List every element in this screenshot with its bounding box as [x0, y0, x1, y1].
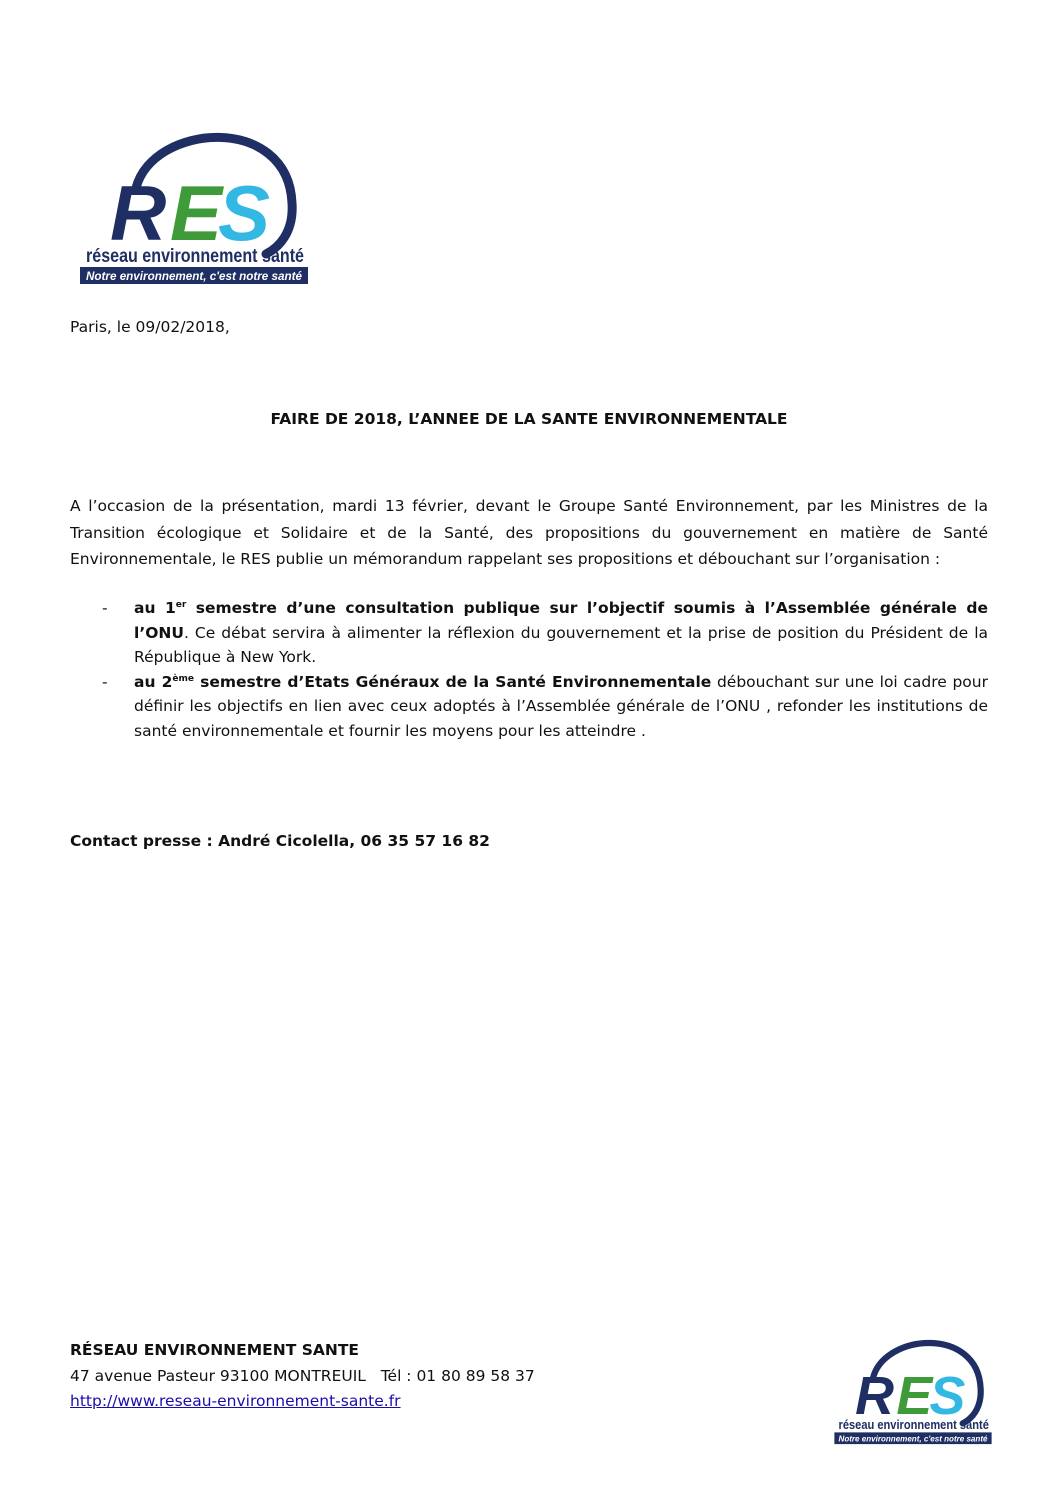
footer-org-name: RÉSEAU ENVIRONNEMENT SANTE: [70, 1341, 359, 1359]
proposal-list: [70, 596, 988, 743]
intro-paragraph: A l’occasion de la présentation, mardi 13 février, devant le Groupe Santé Environnement, par les Ministres de la Transition écologique et Solidaire et de la Santé, des propositions du gouvernement en matière de Santé Environnementale, le RES publie un mémorandum rappelant ses propositions et débouchant sur l’organisation :: [70, 497, 988, 568]
document-title: FAIRE DE 2018, L’ANNEE DE LA SANTE ENVIRONNEMENTALE: [270, 410, 788, 428]
date-line: Paris, le 09/02/2018,: [70, 318, 230, 336]
logo-tagline: Notre environnement, c'est notre santé: [838, 1434, 988, 1444]
bullet-ordinal: ème: [172, 673, 194, 684]
res-logo-footer: [833, 1335, 993, 1447]
press-contact: Contact presse : André Cicolella, 06 35 57 16 82: [70, 832, 490, 850]
logo-name: réseau environnement santé: [838, 1416, 989, 1432]
bullet-text: . Ce débat servira à alimenter la réflexion du gouvernement et la prise de position du Président de la République à New York.: [134, 623, 988, 666]
logo-letter-s: S: [929, 1365, 966, 1426]
footer: [70, 1338, 535, 1415]
website-link[interactable]: http://www.reseau-environnement-sante.fr: [70, 1392, 401, 1410]
list-item: [70, 596, 988, 670]
res-logo: [78, 128, 310, 286]
footer-address: 47 avenue Pasteur 93100 MONTREUIL Tél : 01 80 89 58 37: [70, 1366, 535, 1385]
list-item: [70, 670, 988, 744]
bullet-dash: -: [102, 672, 108, 691]
logo-name: réseau environnement santé: [86, 246, 304, 267]
logo-letter-e: E: [170, 169, 223, 257]
bullet-bold-lead: au 2: [134, 672, 173, 691]
logo-tagline: Notre environnement, c'est notre santé: [86, 269, 303, 283]
logo-letter-e: E: [896, 1365, 933, 1426]
logo-letter-s: S: [218, 169, 271, 257]
logo-letter-r: R: [110, 169, 167, 257]
bullet-bold-text: semestre d’Etats Généraux de la Santé Environnementale: [194, 672, 712, 691]
bullet-ordinal: er: [175, 600, 187, 610]
bullet-bold-lead: au 1: [134, 599, 176, 617]
bullet-text: débouchant sur une loi cadre pour définir les objectifs en lien avec ceux adoptés à l’Assemblée générale de l’ONU , refonder les institutions de santé environnementale et fournir les moyens pour les atteindre .: [134, 672, 988, 740]
bullet-bold-text: semestre d’une consultation publique sur l’objectif soumis à l’Assemblée générale de l’ONU: [134, 599, 988, 642]
bullet-dash: -: [102, 599, 108, 617]
logo-letter-r: R: [855, 1365, 894, 1426]
